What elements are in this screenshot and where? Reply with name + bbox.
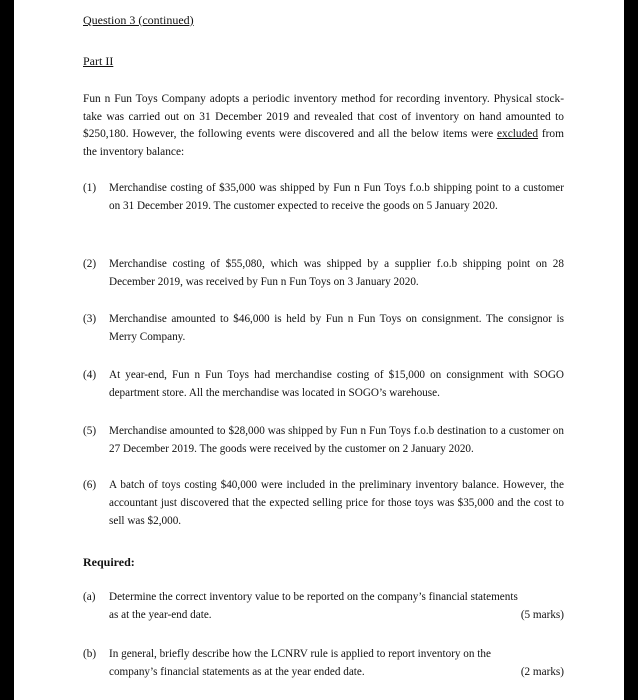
item-text: Merchandise costing of $55,080, which was shipped by a supplier f.o.b shipping point on 28 December 2019, was received by Fun n Fun Toys on 3 January 2020.	[109, 258, 564, 288]
intro-text-before: Fun n Fun Toys Company adopts a periodic inventory method for recording inventory. Physical stock-take was carried out on 31 December 2019 and revealed that cost of inventory on hand amounted to $250,180. However, the following events were discovered and all the below items were	[83, 93, 564, 141]
item-text: Merchandise costing of $35,000 was shipped by Fun n Fun Toys f.o.b shipping point to a customer on 31 December 2019. The customer expected to receive the goods on 5 January 2020.	[109, 182, 564, 212]
item-number: (1)	[83, 182, 97, 194]
question-body	[109, 645, 564, 681]
question-line-2-row	[109, 606, 564, 624]
question-item	[83, 588, 564, 624]
intro-text-after: from the inventory balance:	[83, 128, 564, 158]
item-number: (2)	[83, 258, 97, 270]
list-item	[83, 422, 564, 458]
item-number: (3)	[83, 313, 97, 325]
part-heading: Part II	[83, 54, 114, 68]
question-line-2: as at the year-end date.	[109, 609, 212, 621]
question-item	[83, 645, 564, 681]
section-heading: Question 3 (continued)	[83, 13, 194, 27]
intro-underlined-word: excluded	[496, 128, 539, 141]
question-line-2-row	[109, 663, 564, 681]
item-number: (4)	[83, 369, 97, 381]
question-marks: (2 marks)	[520, 666, 564, 678]
question-line-1: In general, briefly describe how the LCNRV rule is applied to report inventory on the	[109, 648, 491, 660]
question-body	[109, 588, 564, 624]
required-heading: Required:	[83, 555, 135, 569]
question-marks: (5 marks)	[520, 609, 564, 621]
list-item	[83, 255, 564, 291]
item-number: (5)	[83, 425, 97, 437]
question-number: (a)	[83, 591, 96, 603]
list-item	[83, 310, 564, 346]
list-item	[83, 476, 564, 530]
question-line-2: company’s financial statements as at the year ended date.	[109, 666, 365, 678]
item-number: (6)	[83, 479, 97, 491]
list-item	[83, 179, 564, 215]
document-page	[14, 0, 624, 700]
question-number: (b)	[83, 648, 97, 660]
intro-paragraph	[83, 91, 564, 161]
item-text: Merchandise amounted to $28,000 was shipped by Fun n Fun Toys f.o.b destination to a customer on 27 December 2019. The goods were received by the customer on 2 January 2020.	[109, 425, 564, 455]
item-text: At year-end, Fun n Fun Toys had merchandise costing of $15,000 on consignment with SOGO department store. All the merchandise was located in SOGO’s warehouse.	[109, 369, 564, 399]
list-item	[83, 366, 564, 402]
question-line-1: Determine the correct inventory value to be reported on the company’s financial statements	[109, 591, 518, 603]
item-text: A batch of toys costing $40,000 were included in the preliminary inventory balance. However, the accountant just discovered that the expected selling price for those toys was $35,000 and the cost to sell was $2,000.	[109, 479, 564, 527]
item-text: Merchandise amounted to $46,000 is held by Fun n Fun Toys on consignment. The consignor is Merry Company.	[109, 313, 564, 343]
